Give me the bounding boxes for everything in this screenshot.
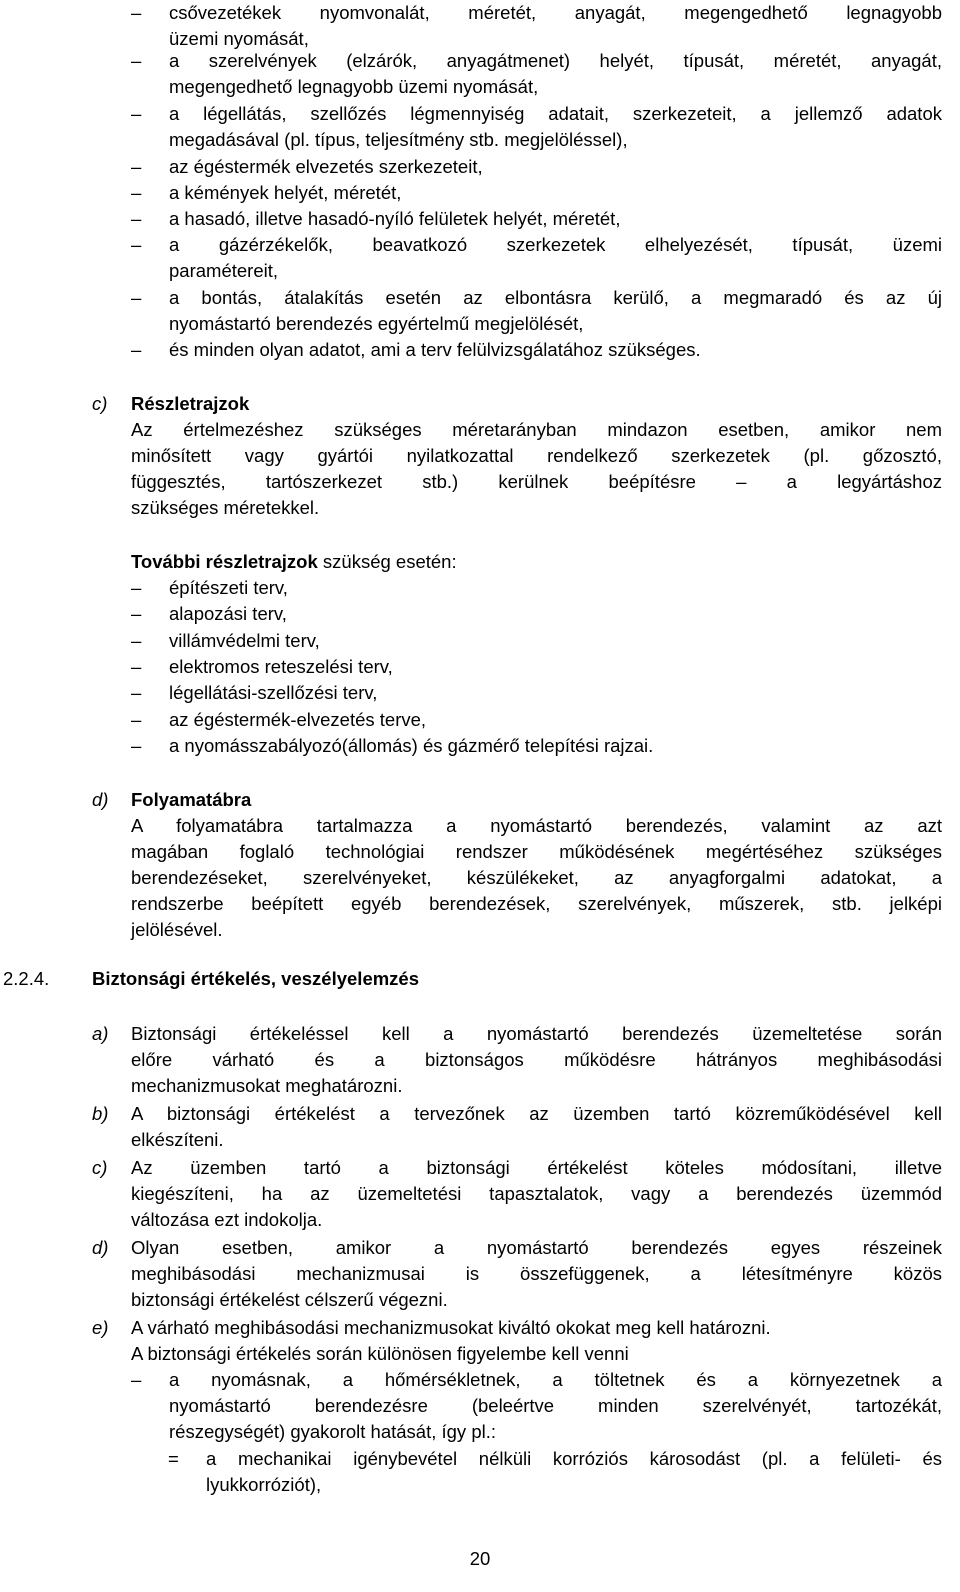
list-item-text: a mechanikai igénybevétel nélküli korróziós károsodást (pl. a felületi- és (206, 1448, 942, 1469)
list-item-text: és minden olyan adatot, ami a terv felülvizsgálatához szükséges. (169, 339, 701, 360)
list-item-text: légellátási-szellőzési terv, (169, 682, 378, 704)
section-title: Részletrajzok (131, 393, 250, 414)
list-item-text: építészeti terv, (169, 577, 288, 598)
heading-number: 2.2.4. (3, 968, 50, 989)
list-item-text: a bontás, átalakítás esetén az elbontásra kerülő, a megmaradó és az új (169, 287, 942, 308)
list-dash: – (131, 577, 142, 598)
list-dash: – (131, 682, 142, 704)
paragraph-line: A folyamatábra tartalmazza a nyomástartó berendezés, valamint az azt (131, 815, 942, 836)
item-label: a) (92, 1023, 109, 1044)
list-item-text: alapozási terv, (169, 603, 287, 625)
list-item-text: nyomástartó berendezés egyértelmű megjelölését, (169, 313, 584, 334)
list-item-text: paramétereit, (169, 260, 278, 281)
list-item-text: a hasadó, illetve hasadó-nyíló felületek helyét, méretét, (169, 208, 621, 229)
list-item-text: lyukkorróziót), (206, 1474, 322, 1495)
list-dash: – (131, 2, 142, 23)
item-text: A várható meghibásodási mechanizmusokat kiváltó okokat meg kell határozni. (131, 1317, 771, 1338)
item-label: b) (92, 1103, 109, 1124)
paragraph-line: jelölésével. (131, 919, 223, 940)
list-dash: – (131, 103, 142, 124)
item-text: meghibásodási mechanizmusai is összefüggenek, a létesítményre közös (131, 1263, 942, 1284)
list-dash: – (131, 208, 142, 229)
list-dash: – (131, 182, 142, 203)
list-dash: – (131, 603, 142, 625)
list-dash: – (131, 287, 142, 308)
list-dash: – (131, 234, 142, 255)
paragraph-line: magában foglaló technológiai rendszer működésének megértéséhez szükséges (131, 841, 942, 862)
item-label: d) (92, 789, 109, 810)
list-dash: – (131, 1369, 142, 1390)
list-item-text: csővezetékek nyomvonalát, méretét, anyagát, megengedhető legnagyobb (169, 2, 942, 23)
list-dash: – (131, 339, 142, 360)
list-item-text: elektromos reteszelési terv, (169, 655, 393, 677)
item-text: előre várható és a biztonságos működésre hátrányos meghibásodási (131, 1049, 942, 1070)
list-dash: – (131, 655, 142, 677)
list-item-text: a gázérzékelők, beavatkozó szerkezetek elhelyezését, típusát, üzemi (169, 234, 942, 255)
page-number: 20 (469, 1548, 491, 1569)
list-item-text: megengedhető legnagyobb üzemi nyomását, (169, 76, 539, 97)
paragraph-line: rendszerbe beépített egyéb berendezések, szerelvények, műszerek, stb. jelképi (131, 893, 942, 914)
list-dash: – (131, 708, 142, 730)
list-item-text: villámvédelmi terv, (169, 629, 320, 651)
item-text: biztonsági értékelést célszerű végezni. (131, 1289, 448, 1310)
item-text: változása ezt indokolja. (131, 1209, 323, 1230)
list-dash: – (131, 734, 142, 756)
list-dash: – (131, 50, 142, 71)
list-item-text: a szerelvények (elzárók, anyagátmenet) helyét, típusát, méretét, anyagát, (169, 50, 942, 71)
list-dash: – (131, 156, 142, 177)
item-text: elkészíteni. (131, 1129, 224, 1150)
item-text: mechanizmusokat meghatározni. (131, 1075, 403, 1096)
paragraph-line: berendezéseket, szerelvényeket, készülékeket, az anyagforgalmi adatokat, a (131, 867, 942, 888)
item-text: A biztonsági értékelést a tervezőnek az üzemben tartó közreműködésével kell (131, 1103, 942, 1124)
item-text: Biztonsági értékeléssel kell a nyomástartó berendezés üzemeltetése során (131, 1023, 942, 1044)
item-text: Az üzemben tartó a biztonsági értékelést köteles módosítani, illetve (131, 1157, 942, 1178)
list-item-text: a kémények helyét, méretét, (169, 182, 402, 203)
list-item-text: a légellátás, szellőzés légmennyiség adatait, szerkezeteit, a jellemző adatok (169, 103, 942, 124)
paragraph-line: Az értelmezéshez szükséges méretarányban mindazon esetben, amikor nem (131, 419, 942, 440)
list-item-text: megadásával (pl. típus, teljesítmény stb. megjelöléssel), (169, 129, 628, 150)
item-text: Olyan esetben, amikor a nyomástartó berendezés egyes részeinek (131, 1237, 942, 1258)
paragraph-line: minősített vagy gyártói nyilatkozattal rendelkező szerkezetek (pl. gőzosztó, (131, 445, 942, 466)
list-item-text: nyomástartó berendezésre (beleértve minden szerelvényét, tartozékát, (169, 1395, 942, 1416)
subsection-text: szükség esetén: (317, 551, 457, 572)
list-equals-marker: = (168, 1448, 179, 1469)
item-label: d) (92, 1237, 109, 1258)
list-item-text: a nyomásszabályozó(állomás) és gázmérő telepítési rajzai. (169, 734, 654, 756)
item-label: e) (92, 1317, 109, 1338)
heading-title: Biztonsági értékelés, veszélyelemzés (92, 968, 420, 989)
paragraph-line: szükséges méretekkel. (131, 497, 320, 518)
section-title: Folyamatábra (131, 789, 252, 810)
list-dash: – (131, 629, 142, 651)
item-text: kiegészíteni, ha az üzemeltetési tapasztalatok, vagy a berendezés üzemmód (131, 1183, 942, 1204)
list-item-text: üzemi nyomását, (169, 28, 309, 49)
list-item-text: részegységét) gyakorolt hatását, így pl.: (169, 1421, 497, 1442)
list-item-text: az égéstermék elvezetés szerkezeteit, (169, 156, 483, 177)
paragraph-line: függesztés, tartószerkezet stb.) kerülnek beépítésre – a legyártáshoz (131, 471, 942, 492)
subsection-title: További részletrajzok (131, 551, 318, 572)
item-label: c) (92, 1157, 108, 1178)
list-item-text: a nyomásnak, a hőmérsékletnek, a töltetnek és a környezetnek a (169, 1369, 942, 1390)
item-text: A biztonsági értékelés során különösen figyelembe kell venni (131, 1343, 629, 1364)
subsection-intro (131, 549, 457, 575)
item-label: c) (92, 393, 108, 414)
list-item-text: az égéstermék-elvezetés terve, (169, 708, 427, 730)
